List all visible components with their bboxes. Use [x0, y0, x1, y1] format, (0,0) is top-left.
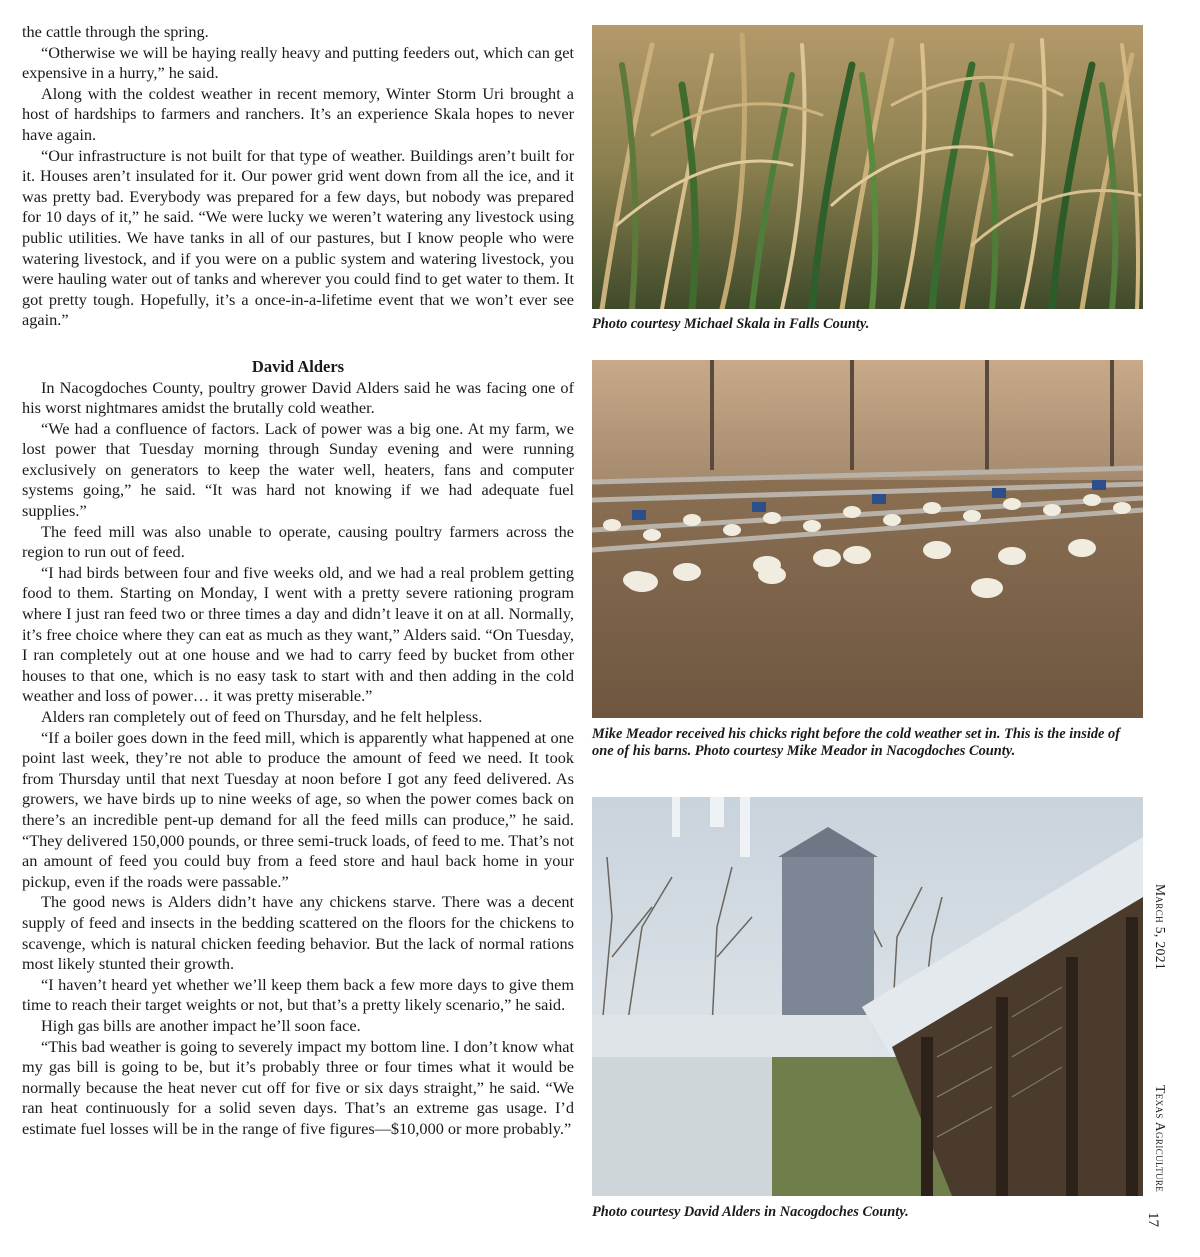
article-paragraph: the cattle through the spring. [22, 22, 209, 41]
issue-date: March 5, 2021 [1153, 884, 1168, 971]
article-paragraph: “I haven’t heard yet whether we’ll keep them back a few more days to give them time to reach their target weights or not, but that’s a pretty likely scenario,” he said. [22, 974, 574, 1015]
icy-barn-image [592, 797, 1143, 1196]
article-paragraph: The good news is Alders didn’t have any chickens starve. There was a decent supply of feed and insects in the bedding scattered on the floors for the chickens to scavenge, which is natural chicken feeding behavior. But the lack of normal rations most likely stunted their growth. [22, 892, 574, 974]
article-paragraph: “We had a confluence of factors. Lack of power was a big one. At my farm, we lost power that Tuesday morning through Sunday evening and were running exclusively on generators to keep the water well, heaters, fans and computer systems going,” he said. “It was hard not knowing if we had adequate fuel supplies.” [22, 418, 574, 521]
icy-barn-photo [592, 797, 1143, 1196]
article-paragraph: “I had birds between four and five weeks old, and we had a real problem getting food to them. Starting on Monday, I went with a pretty severe rationing program where I just ran feed two or three times a day and didn’t leave it on at all. Normally, it’s free choice where they can eat as much as they want,” Alders said. “On Tuesday, I ran completely out at one house and we had to carry feed by bucket from other houses to that one, which is no easy task to start with and then adding in the cold weather and loss of power… it was pretty miserable.” [22, 562, 574, 706]
publication-name: Texas Agriculture [1153, 1085, 1168, 1193]
page-number: 17 [1145, 1212, 1161, 1227]
article-paragraph: High gas bills are another impact he’ll soon face. [41, 1015, 361, 1035]
chicken-barn-photo [592, 360, 1143, 718]
article-body [22, 22, 574, 1139]
chicken-barn-image [592, 360, 1143, 718]
article-paragraph: “If a boiler goes down in the feed mill, which is apparently what happened at one point last week, they’re not able to produce the amount of feed we need. It took from Thursday until that next Tuesday at noon before I got any feed delivered. As growers, we have birds up to nine weeks of age, so when the power comes back on there’s an incredible pent-up demand for all the feed mills can produce,” he said. “They delivered 150,000 pounds, or three semi-truck loads, of feed to me. That’s not an amount of feed you could buy from a feed store and haul back home in your pickup, even if the roads were passable.” [22, 727, 574, 891]
article-paragraph: In Nacogdoches County, poultry grower David Alders said he was facing one of his worst nightmares amidst the brutally cold weather. [22, 377, 574, 418]
article-paragraph: “Otherwise we will be haying really heavy and putting feeders out, which can get expensive in a hurry,” he said. [22, 42, 574, 83]
article-paragraph: Along with the coldest weather in recent memory, Winter Storm Uri brought a host of hardships to farmers and ranchers. It’s an experience Skala hopes to never have again. [22, 83, 574, 144]
wheat-image [592, 25, 1143, 309]
article-paragraph: “This bad weather is going to severely impact my bottom line. I don’t know what my gas bill is going to be, but it’s probably three or four times what it would be normally because the heat never cut off for five or six days straight,” he said. “We ran heat continuously for a solid seven days. That’s an extreme gas usage. I’d estimate fuel losses will be in the range of five figures—$10,000 or more probably.” [22, 1036, 574, 1138]
article-paragraph: Alders ran completely out of feed on Thursday, and he felt helpless. [41, 707, 483, 726]
wheat-photo-caption: Photo courtesy Michael Skala in Falls County. [592, 316, 870, 332]
section-subheading: David Alders [251, 356, 345, 376]
chicken-barn-photo-caption: Mike Meador received his chicks right before the cold weather set in. This is the inside of one of his barns. Photo courtesy Mike Meador in Nacogdoches County. [592, 726, 1121, 759]
running-footer [1152, 884, 1168, 1193]
article-paragraph: “Our infrastructure is not built for that type of weather. Buildings aren’t built for it. Houses aren’t insulated for it. Our power grid went down from all the ice, and it was pretty bad. Everybody was prepared for a few days, but nobody was prepared for 10 days of it,” he said. “We were lucky we weren’t watering any livestock using public utilities. We have tanks in all of our pastures, but I know people who were watering livestock, and if you were on a public system and watering livestock, you were hauling water out of tanks and wherever you could find to get water to them. It got pretty tough. Hopefully, it’s a once-in-a-lifetime event that we won’t ever see again.” [22, 145, 574, 330]
icy-barn-photo-caption: Photo courtesy David Alders in Nacogdoches County. [592, 1204, 909, 1220]
article-paragraph: The feed mill was also unable to operate, causing poultry farmers across the region to run out of feed. [22, 521, 574, 562]
wheat-photo [592, 25, 1143, 309]
